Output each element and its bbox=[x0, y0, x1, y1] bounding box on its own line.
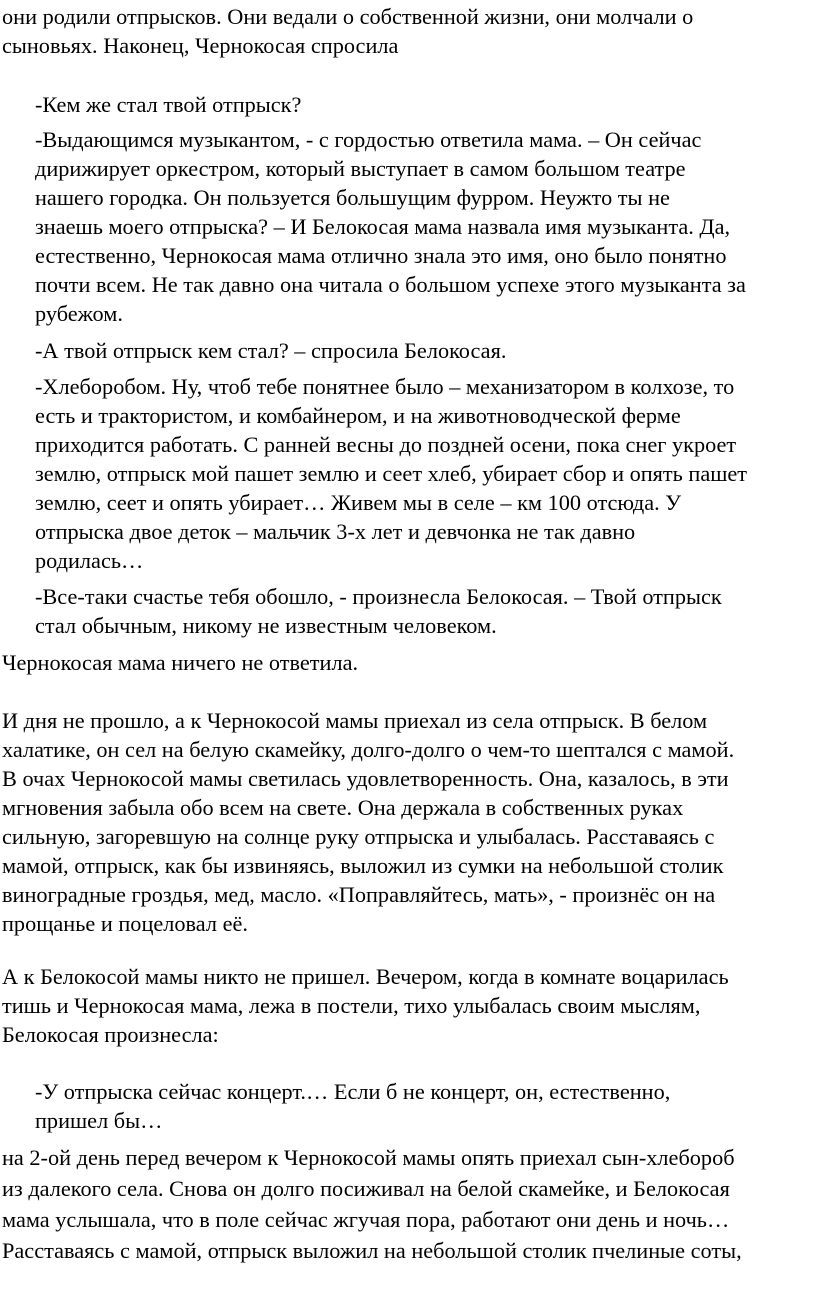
paragraph-no-answer: Чернокосая мама ничего не ответила. bbox=[2, 650, 359, 675]
dialogue-question: -Кем же стал твой отпрыск? bbox=[35, 92, 302, 117]
dialogue-farmer-answer: -Хлеборобом. Ну, чтоб тебе понятнее было – механизатором в колхозе, то есть и трактористом, и комбайнером, и на животноводческой ферме приходится работать. С ранней весны до поздней осени, пока снег укроет землю, отпрыск мой пашет землю и сеет хлеб, убирает сбор и опять пашет землю, сеет и опять убирает… Живем мы в селе – км 100 отсюда. У отпрыска двое деток – мальчик 3-х лет и девчонка не так давно родилась… bbox=[35, 374, 748, 573]
dialogue-second-question: -А твой отпрыск кем стал? – спросила Белокосая. bbox=[35, 338, 507, 363]
dialogue-musician-answer: -Выдающимся музыкантом, - с гордостью ответила мама. – Он сейчас дирижирует оркестром, который выступает в самом большом театре нашего городка. Он пользуется большущим фурром. Неужто ты не знаешь моего отпрыска? – И Белокосая мама назвала имя музыканта. Да, естественно, Чернокосая мама отлично знала это имя, оно было понятно почти всем. Не так давно она читала о большом успехе этого музыканта за рубежом. bbox=[35, 127, 746, 326]
paragraph-evening: А к Белокосой мамы никто не пришел. Вечером, когда в комнате воцарилась тишь и Чернокосая мама, лежа в постели, тихо улыбалась своим мыслям, Белокосая произнесла: bbox=[2, 964, 729, 1047]
paragraph-son-visit: И дня не прошло, а к Чернокосой мамы приехал из села отпрыск. В белом халатике, он сел на белую скамейку, долго-долго о чем-то шептался с мамой. В очах Чернокосой мамы светилась удовлетворенность. Она, казалось, в эти мгновения забыла обо всем на свете. Она держала в собственных руках сильную, загоревшую на солнце руку отпрыска и улыбалась. Расставаясь с мамой, отпрыск, как бы извиняясь, выложил из сумки на небольшой столик виноградные гроздья, мед, масло. «Поправляйтесь, мать», - произнёс он на прощанье и поцеловал её. bbox=[2, 708, 735, 936]
paragraph-1: они родили отпрысков. Они ведали о собственной жизни, они молчали о сыновьях. Наконец, Чернокосая спросила bbox=[2, 4, 694, 58]
dialogue-concert: -У отпрыска сейчас концерт.… Если б не концерт, он, естественно, пришел бы… bbox=[35, 1079, 671, 1133]
dialogue-remark: -Все-таки счастье тебя обошло, - произнесла Белокосая. – Твой отпрыск стал обычным, никому не известным человеком. bbox=[35, 584, 722, 638]
paragraph-next-day: на 2-ой день перед вечером к Чернокосой мамы опять приехал сын-хлебороб из далекого села. Снова он долго посиживал на белой скамейке, и Белокосая мама услышала, что в поле сейчас жгучая пора, работают они день и ночь… Расставаясь с мамой, отпрыск выложил на небольшой столик пчелиные соты, bbox=[2, 1145, 742, 1263]
